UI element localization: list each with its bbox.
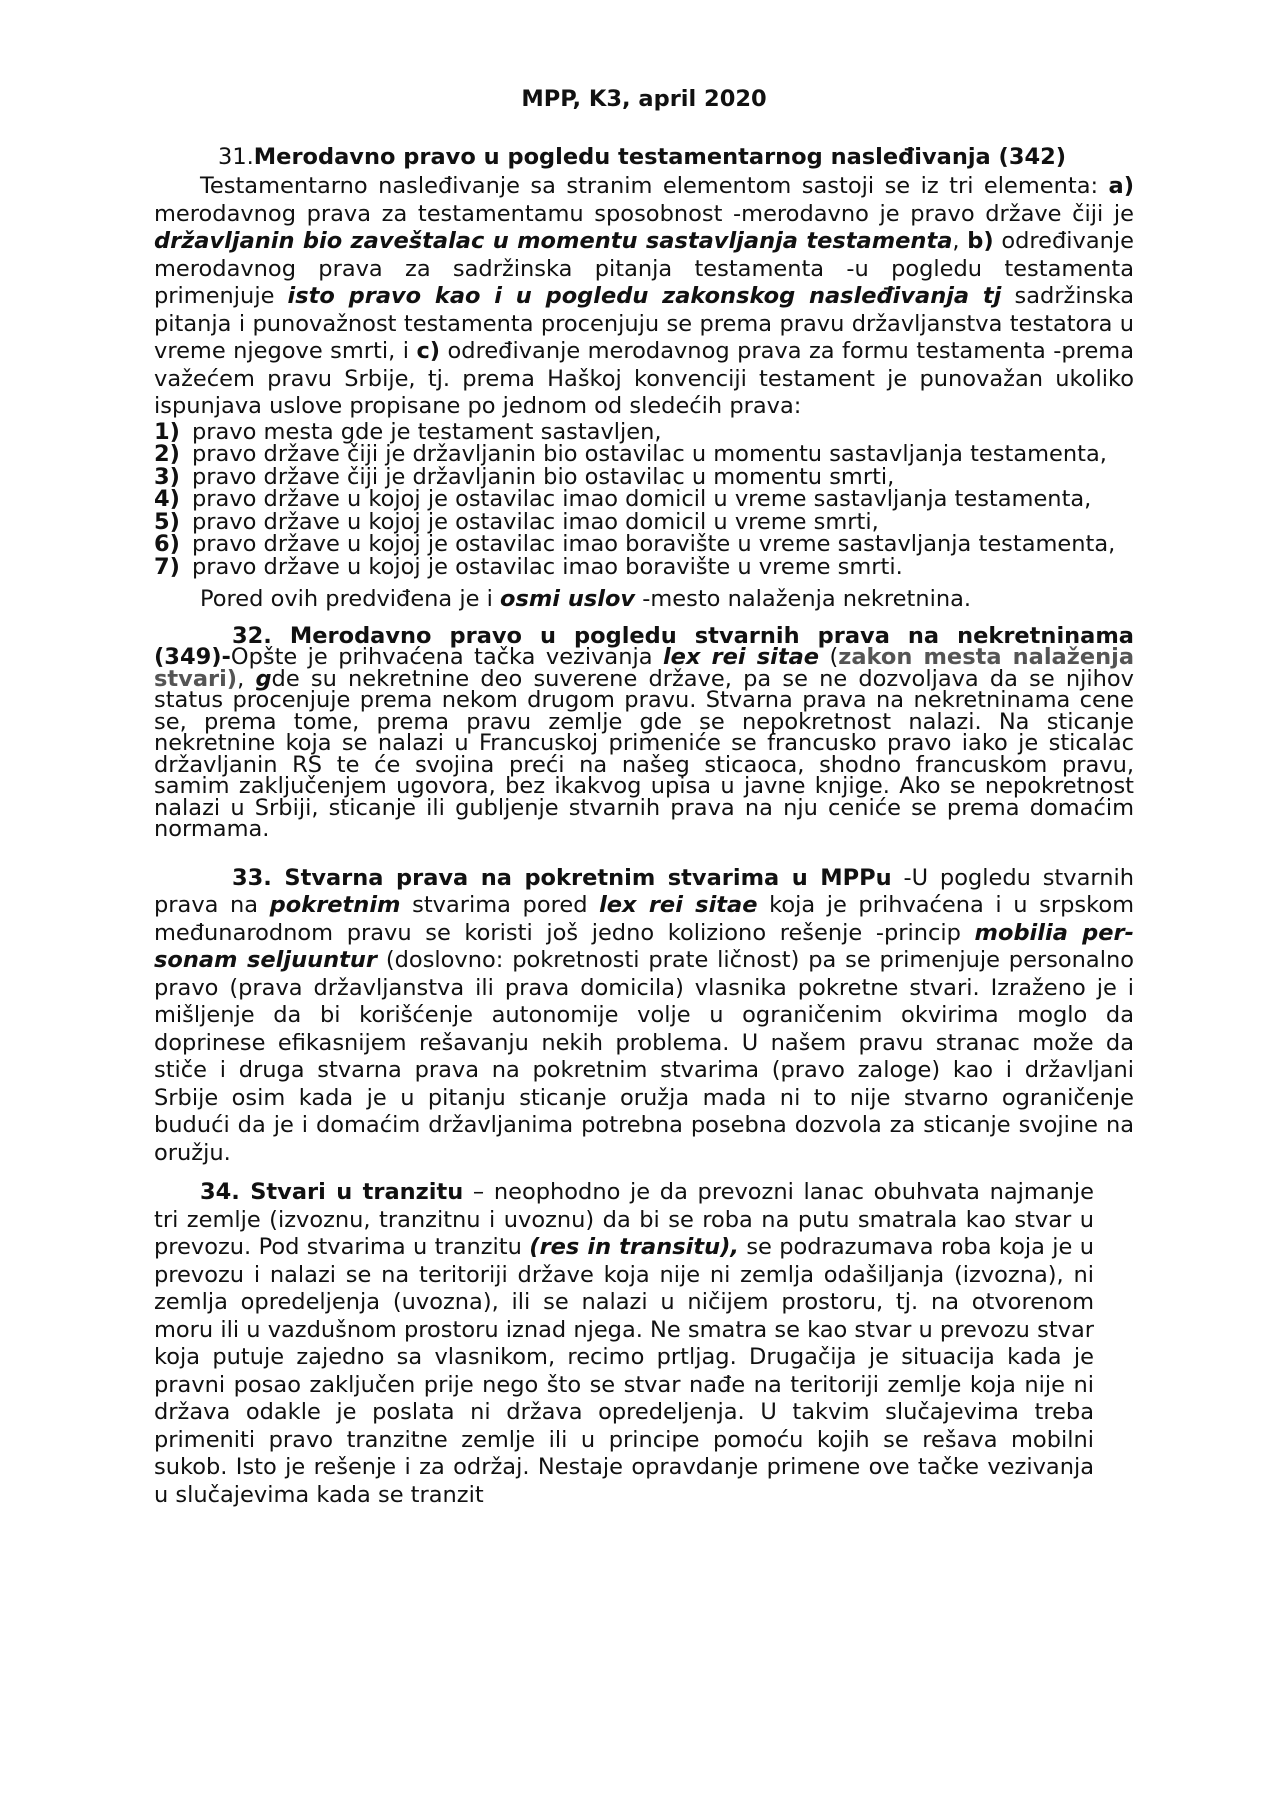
section-32-heading: 32. Merodavno pravo u pogledu stvarnih prava na nekretninama (349)-: [154, 622, 1134, 670]
list-item: 3) pravo države čiji je državljanin bio ostavilac u momentu smrti,: [154, 463, 895, 490]
section-31-criteria-list: [154, 418, 1134, 580]
list-item: 1) pravo mesta gde je testament sastavljen,: [154, 418, 662, 445]
list-item: 7) pravo države u kojoj je ostavilac imao boravište u vreme smrti.: [154, 553, 903, 580]
document-body: [154, 86, 1134, 1509]
list-item: 6) pravo države u kojoj je ostavilac imao boravište u vreme sastavljanja testamenta,: [154, 531, 1116, 557]
list-item: 4) pravo države u kojoj je ostavilac imao domicil u vreme sastavljanja testamenta,: [154, 486, 1092, 512]
section-34-paragraph: 34. Stvari u tranzitu – neophodno je da prevozni lanac obuhvata najmanje tri zemlje (izvoznu, tranzitnu i uvoznu) da bi se roba na putu smatrala kao stvar u prevozu. Pod stvarima u tranzitu (res in transitu), se podrazumava roba koja je u prevozu i nalazi se na teritoriji države koja nije ni zemlja odašiljanja (izvozna), ni zemlja opredeljenja (uvozna), ili se nalazi u ničijem prostoru, tj. na otvorenom moru ili u vazdušnom prostoru iznad njega. Ne smatra se kao stvar u prevozu stvar koja putuje zajedno sa vlasnikom, recimo prtljag. Drugačija je situacija kada je pravni posao zaključen prije nego što se stvar nađe na teritoriji zemlje koja nije ni država odakle je poslata ni država opredeljenja. U takvim slučajevima treba primeniti pravo tranzitne zemlje ili u principe pomoću kojih se rešava mobilni sukob. Isto je rešenje i za održaj. Nestaje opravdanje primene ove tačke vezivanja u slučajevima kada se tranzit: [154, 1179, 1094, 1508]
section-31-closing: Pored ovih predviđena je i osmi uslov -mesto nalaženja nekretnina.: [200, 586, 972, 612]
list-item: 5) pravo države u kojoj je ostavilac imao domicil u vreme smrti,: [154, 508, 879, 535]
document-header: MPP, K3, april 2020: [521, 86, 767, 112]
section-33-heading: 33. Stvarna prava na pokretnim stvarima u MPPu: [232, 864, 892, 891]
section-33-paragraph: 33. Stvarna prava na pokretnim stvarima u MPPu -U pogledu stvarnih prava na pokretnim stvarima pored lex rei sitae koja je prihvaćena i u srpskom međunarodnom pravu se koristi još jedno koliziono rešenje -princip mobilia per-sonam seljuuntur (doslovno: pokretnosti prate ličnost) pa se primenjuje personalno pravo (prava državljanstva ili prava domicila) vlasnika pokretne stvari. Izraženo je i mišljenje da bi korišćenje autonomije volje u ograničenim okvirima moglo da doprinese efikasnijem rešavanju nekih problema. U našem pravu stranac može da stiče i druga stvarna prava na pokretnim stvarima (pravo zaloge) kao i državljani Srbije osim kada je u pitanju sticanje oružja mada ni to nije stvarno ograničenje budući da je i domaćim državljanima potrebna posebna dozvola za sticanje svojine na oružju.: [154, 864, 1135, 1166]
list-item: 2) pravo države čiji je državljanin bio ostavilac u momentu sastavljanja testamenta,: [154, 441, 1107, 467]
section-31-title: [154, 144, 1134, 172]
section-31-heading: Merodavno pravo u pogledu testamentarnog nasleđivanja (342): [253, 143, 1067, 170]
section-32-paragraph: 32. Merodavno pravo u pogledu stvarnih prava na nekretninama (349)-Opšte je prihvaćena tačka vezivanja lex rei sitae (zakon mesta nalaženja stvari), gde su nekretnine deo suverene države, pa se ne dozvoljava da se njihov status procenjuje prema nekom drugom pravu. Stvarna prava na nekretninama cene se, prema tome, prema pravu zemlje gde se nepokretnost nalazi. Na sticanje nekretnine koja se nalazi u Francuskoj primeniće se francusko pravo iako je sticalac državljanin RS te će svojina preći na našeg sticaoca, shodno francuskom pravu, samim zaključenjem ugovora, bez ikakvog upisa u javne knjige. Ako se nepokretnost nalazi u Srbiji, sticanje ili gubljenje stvarnih prava na nju ceniće se prema domaćim normama.: [154, 622, 1135, 842]
section-31-number: 31.: [218, 143, 254, 170]
section-31-paragraph: Testamentarno nasleđivanje sa stranim elementom sastoji se iz tri elementa: a) merodavnog prava za testamentamu sposobnost -merodavno je pravo države čiji je državljanin bio zaveštalac u momentu sastavljanja testamenta, b) određivanje merodavnog prava za sadržinska pitanja testamenta -u pogledu testamenta primenjuje isto pravo kao i u pogledu zakonskog nasleđivanja tj sadržinska pitanja i punovažnost testamenta procenjuju se prema pravu državljanstva testatora u vreme njegove smrti, i c) određivanje merodavnog prava za formu testamenta -prema važećem pravu Srbije, tj. prema Haškoj konvenciji testament je punovažan ukoliko ispunjava uslove propisane po jednom od sledećih prava:: [154, 173, 1134, 419]
section-34-heading: 34. Stvari u tranzitu: [200, 1179, 464, 1205]
